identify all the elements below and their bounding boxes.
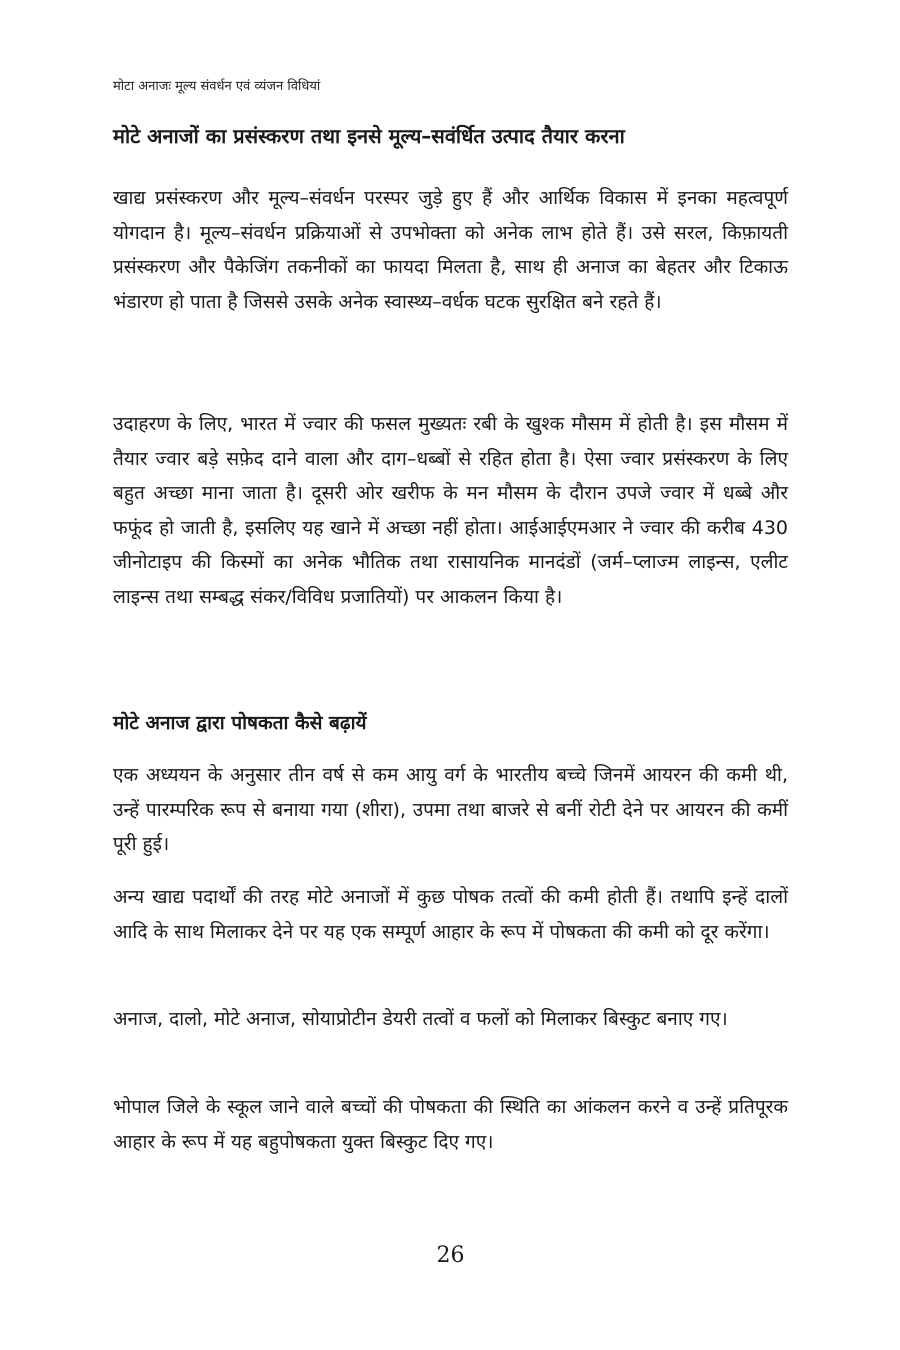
page-number: 26 [436,1243,465,1268]
paragraph-iron-study: एक अध्ययन के अनुसार तीन वर्ष से कम आयु वर्ग के भारतीय बच्चे जिनमें आयरन की कमी थी, उन्हें पारम्परिक रूप से बनाया गया (शीरा), उपमा तथा बाजरे से बनीं रोटी देने पर आयरन की कमीं पूरी हुई। [113,764,788,856]
paragraph-biscuits: अनाज, दालो, मोटे अनाज, सोयाप्रोटीन डेयरी तत्वों व फलों को मिलाकर बिस्कुट बनाए गए। [113,1008,728,1030]
section-heading-nutrition: मोटे अनाज द्वारा पोषकता कैसे बढ़ायें [113,712,367,734]
section-heading-processing: मोटे अनाजों का प्रसंस्करण तथा इनसे मूल्य–सवंर्धित उत्पाद तैयार करना [113,124,625,148]
paragraph-jowar-example: उदाहरण के लिए, भारत में ज्वार की फसल मुख्यतः रबी के खुश्क मौसम में होती है। इस मौसम में तैयार ज्वार बड़े सफ़ेद दाने वाला और दाग–धब्बों से रहित होता है। ऐसा ज्वार प्रसंस्करण के लिए बहुत अच्छा माना जाता है। दूसरी ओर खरीफ के मन मौसम के दौरान उपजे ज्वार में धब्बे और फफूंद हो जाती है, इसलिए यह खाने में अच्छा नहीं होता। आईआईएमआर ने ज्वार की करीब 430 जीनोटाइप की किस्मों का अनेक भौतिक तथा रासायनिक मानदंडों (जर्म–प्लाज्म लाइन्स, एलीट लाइन्स तथा सम्बद्ध संकर/विविध प्रजातियों) पर आकलन किया है। [113,413,788,608]
paragraph-nutrient-deficiency: अन्य खाद्य पदार्थों की तरह मोटे अनाजों में कुछ पोषक तत्वों की कमी होती हैं। तथापि इन्हें दालों आदि के साथ मिलाकर देने पर यह एक सम्पूर्ण आहार के रूप में पोषकता की कमी को दूर करेंगा। [113,886,788,943]
document-page [113,0,788,1350]
running-header: मोटा अनाजः मूल्य संवर्धन एवं व्यंजन विधियां [113,79,321,94]
paragraph-bhopal-schools: भोपाल जिले के स्कूल जाने वाले बच्चों की पोषकता की स्थिति का आंकलन करने व उन्हें प्रतिपूरक आहार के रूप में यह बहुपोषकता युक्त बिस्कुट दिए गए। [113,1096,788,1153]
paragraph-value-addition: खाद्य प्रसंस्करण और मूल्य–संवर्धन परस्पर जुड़े हुए हैं और आर्थिक विकास में इनका महत्वपूर्ण योगदान है। मूल्य–संवर्धन प्रक्रियाओं से उपभोक्ता को अनेक लाभ होते हैं। उसे सरल, किफ़ायती प्रसंस्करण और पैकेजिंग तकनीकों का फायदा मिलता है, साथ ही अनाज का बेहतर और टिकाऊ भंडारण हो पाता है जिससे उसके अनेक स्वास्थ्य–वर्धक घटक सुरक्षित बने रहते हैं। [113,187,788,313]
